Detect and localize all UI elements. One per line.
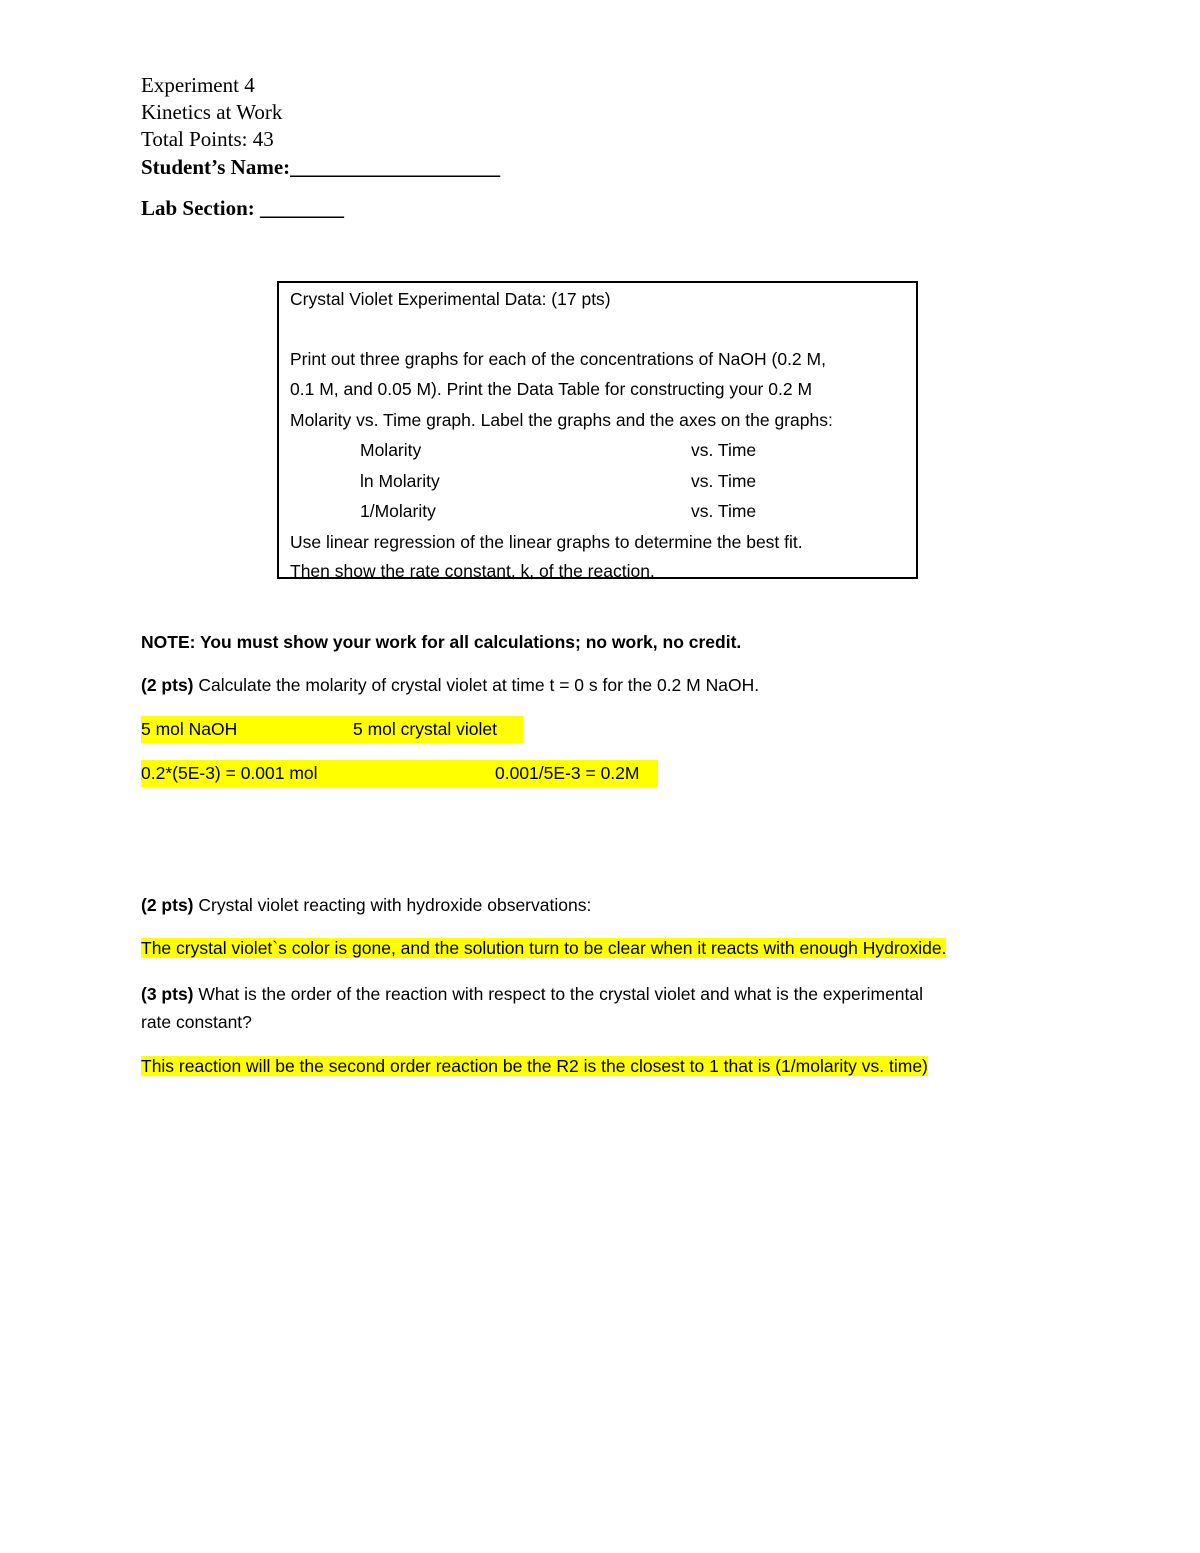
question-1-points: (2 pts) <box>141 675 194 695</box>
graph-x-axis-label: vs. Time <box>691 501 757 521</box>
question-2-text: Crystal violet reacting with hydroxide observations: <box>193 895 592 915</box>
answer-2-text: The crystal violet`s color is gone, and the solution turn to be clear when it reacts with enough Hydroxide. <box>141 938 947 958</box>
lab-section-label: Lab Section: <box>141 196 255 220</box>
graph-x-axis-label: vs. Time <box>691 471 757 491</box>
crystal-violet-data-box <box>277 281 918 579</box>
student-name-label: Student’s Name: <box>141 155 291 179</box>
graph-x-axis-label: vs. Time <box>691 440 757 460</box>
data-box-closing-line: Then show the rate constant, k, of the reaction. <box>290 561 655 581</box>
answer-2 <box>141 936 946 960</box>
answer-1-naoh-moles: 5 mol NaOH <box>141 719 238 739</box>
question-2-points: (2 pts) <box>141 895 194 915</box>
data-box-instruction-line: Print out three graphs for each of the concentrations of NaOH (0.2 M, <box>290 349 826 369</box>
answer-1-row-1 <box>141 716 523 743</box>
data-box-instruction-line: 0.1 M, and 0.05 M). Print the Data Table for constructing your 0.2 M <box>290 379 813 399</box>
student-name-field <box>141 154 500 181</box>
question-3-points: (3 pts) <box>141 984 194 1004</box>
answer-3-text: This reaction will be the second order reaction be the R2 is the closest to 1 that is (1/molarity vs. time) <box>141 1056 928 1076</box>
experiment-number: Experiment 4 <box>141 73 255 97</box>
question-1 <box>141 673 759 697</box>
answer-3 <box>141 1054 928 1078</box>
answer-1-moles-calc: 0.2*(5E-3) = 0.001 mol <box>141 763 318 783</box>
lab-section-blank: ________ <box>260 196 345 220</box>
question-3-continued: rate constant? <box>141 1012 252 1032</box>
graph-y-axis-label: ln Molarity <box>360 471 440 491</box>
graph-y-axis-label: Molarity <box>360 440 422 460</box>
question-1-text: Calculate the molarity of crystal violet at time t = 0 s for the 0.2 M NaOH. <box>193 675 760 695</box>
answer-1-row-2 <box>141 760 658 787</box>
lab-section-field <box>141 195 344 222</box>
data-box-heading: Crystal Violet Experimental Data: (17 pts) <box>290 289 611 309</box>
answer-1-cv-moles: 5 mol crystal violet <box>353 719 497 739</box>
work-note: NOTE: You must show your work for all calculations; no work, no credit. <box>141 632 742 652</box>
data-box-instruction-line: Molarity vs. Time graph. Label the graphs and the axes on the graphs: <box>290 410 833 430</box>
total-points: Total Points: 43 <box>141 127 274 151</box>
answer-1-molarity-calc: 0.001/5E-3 = 0.2M <box>495 763 640 783</box>
graph-y-axis-label: 1/Molarity <box>360 501 436 521</box>
question-2 <box>141 893 591 917</box>
question-3 <box>141 982 923 1006</box>
experiment-title: Kinetics at Work <box>141 100 283 124</box>
student-name-blank: ____________________ <box>290 155 501 179</box>
question-3-text: What is the order of the reaction with respect to the crystal violet and what is the experimental <box>193 984 924 1004</box>
data-box-closing-line: Use linear regression of the linear graphs to determine the best fit. <box>290 532 803 552</box>
